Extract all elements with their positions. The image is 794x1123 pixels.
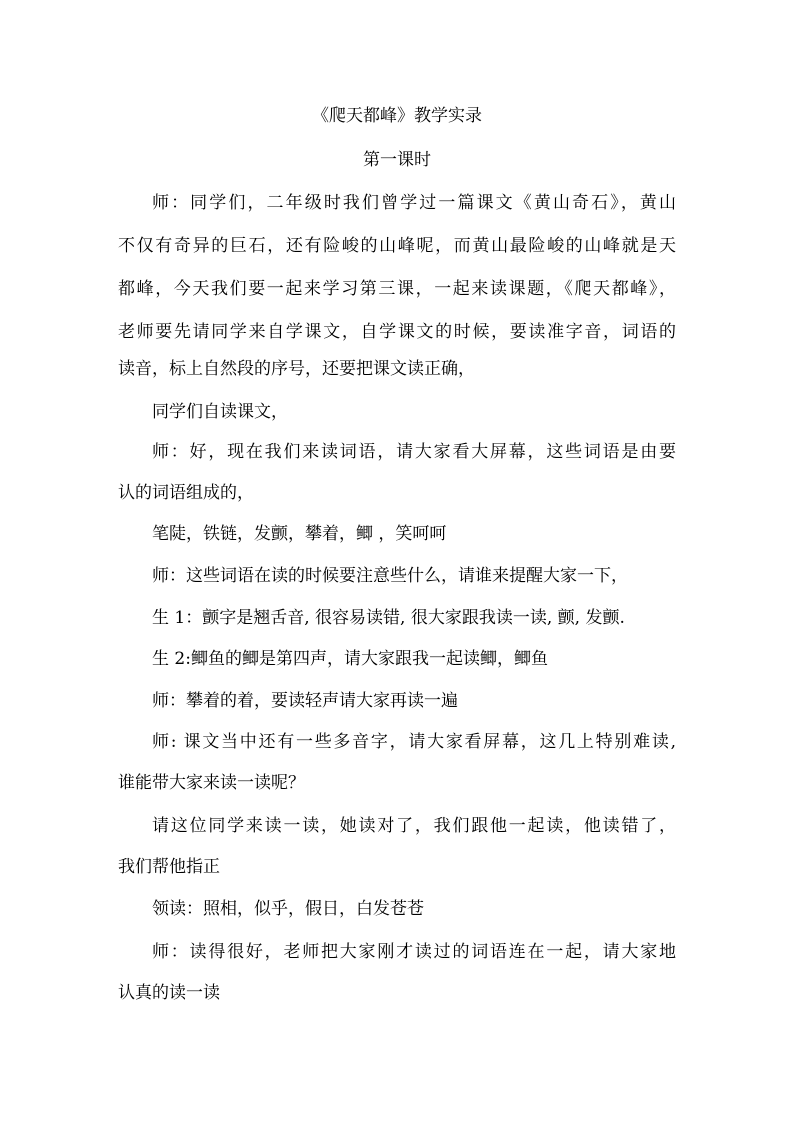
- paragraph-line: 师：同学们，二年级时我们曾学过一篇课文《黄山奇石》，黄山: [152, 193, 676, 213]
- vocabulary-list: 笔陡，铁链，发颤，攀着，鲫 ，笑呵呵: [152, 524, 447, 544]
- paragraph-line: 师：读得很好，老师把大家刚才读过的词语连在一起，请大家地: [152, 942, 676, 962]
- paragraph-line: 师：这些词语在读的时候要注意些什么，请谁来提醒大家一下，: [152, 566, 628, 586]
- paragraph-line: 不仅有奇异的巨石，还有险峻的山峰呢，而黄山最险峻的山峰就是天: [118, 236, 676, 256]
- document-title: 《爬天都峰》教学实录: [312, 106, 482, 126]
- paragraph-line: 谁能带大家来读一读呢？: [118, 773, 305, 793]
- paragraph-line: 认的词语组成的，: [118, 483, 254, 503]
- lesson-period-heading: 第一课时: [363, 150, 431, 170]
- paragraph-line: 师: 课文当中还有一些多音字，请大家看屏幕，这几上特别难读,: [152, 732, 676, 752]
- paragraph-line: 老师要先请同学来自学课文，自学课文的时候，要读准字音，词语的: [118, 322, 676, 342]
- paragraph-line: 师：攀着的着，要读轻声请大家再读一遍: [152, 691, 458, 711]
- paragraph-line: 生 1：颤字是翘舌音, 很容易读错, 很大家跟我读一读, 颤, 发颤.: [152, 608, 625, 628]
- paragraph-line: 读音，标上自然段的序号，还要把课文读正确，: [118, 359, 475, 379]
- paragraph-line: 认真的读一读: [118, 983, 220, 1003]
- paragraph-line: 请这位同学来读一读，她读对了，我们跟他一起读，他读错了，: [152, 816, 676, 836]
- paragraph-line: 我们帮他指正: [118, 857, 220, 877]
- paragraph-line: 都峰，今天我们要一起来学习第三课，一起来读课题，《爬天都峰》，: [118, 279, 676, 299]
- paragraph-line: 师：好，现在我们来读词语，请大家看大屏幕，这些词语是由要: [152, 442, 676, 462]
- paragraph-line: 同学们自读课文，: [152, 402, 288, 422]
- vocabulary-list: 领读：照相，似乎，假日，白发苍苍: [152, 899, 424, 919]
- paragraph-line: 生 2:鲫鱼的鲫是第四声，请大家跟我一起读鲫，鲫鱼: [152, 649, 548, 669]
